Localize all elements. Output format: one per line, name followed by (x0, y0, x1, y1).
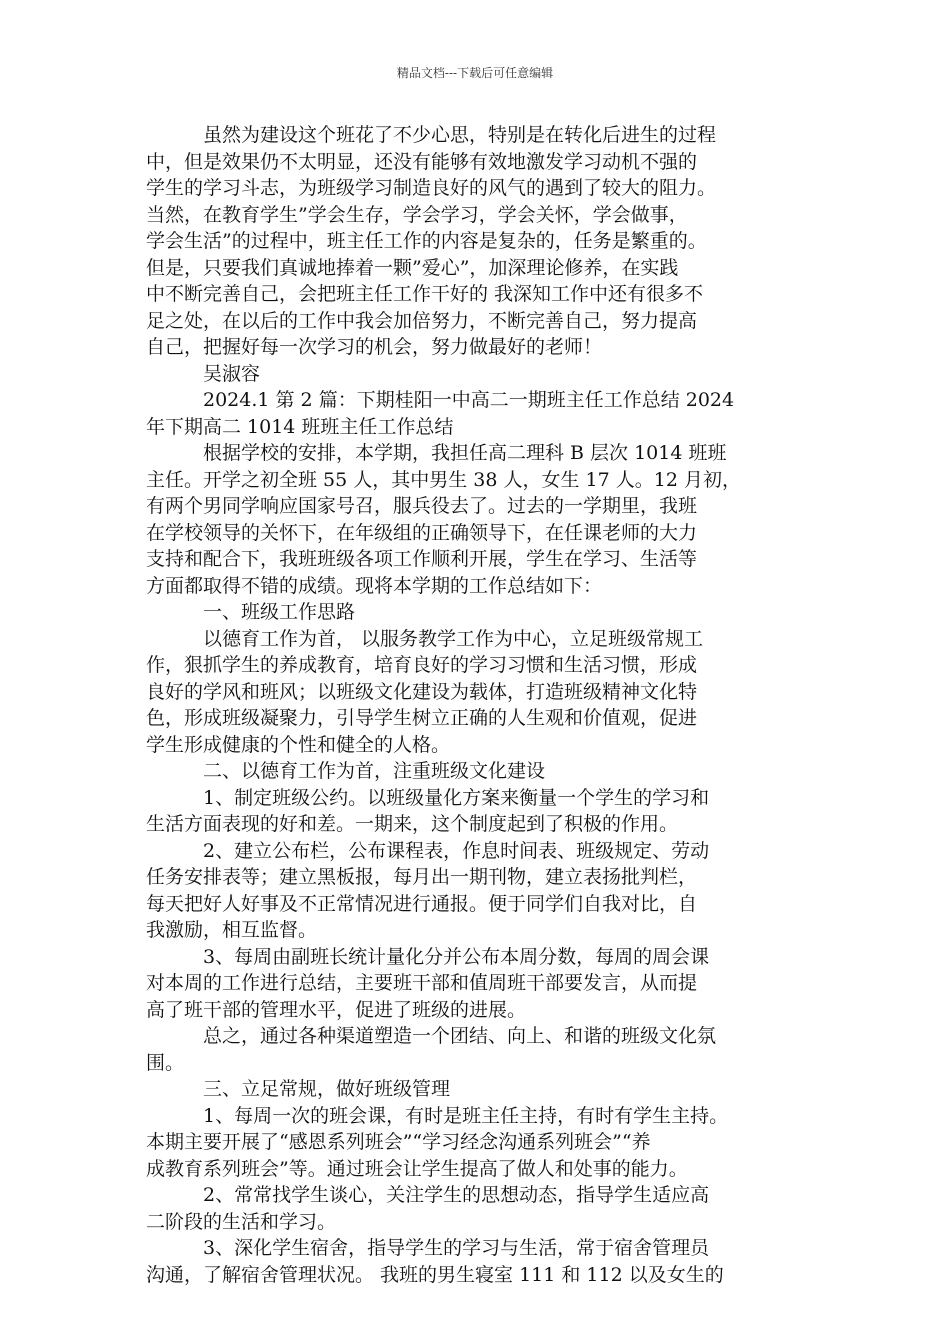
document-body (146, 122, 814, 1288)
text-line: 三、立足常规，做好班级管理 (203, 1078, 451, 1100)
text-line: 当然，在教育学生”学会生存，学会学习，学会关怀，学会做事， (146, 203, 688, 226)
text-line: 方面都取得不错的成绩。现将本学期的工作总结如下： (146, 574, 603, 597)
text-line: 但是，只要我们真诚地捧着一颗”爱心”，加深理论修养，在实践 (146, 256, 679, 279)
text-line: 3、深化学生宿舍，指导学生的学习与生活，常于宿舍管理员 (203, 1237, 710, 1259)
text-line: 成教育系列班会”等。通过班会让学生提高了做人和处事的能力。 (146, 1157, 688, 1180)
text-line: 对本周的工作进行总结，主要班干部和值周班干部要发言，从而提 (146, 972, 698, 994)
text-line: 二阶段的生活和学习。 (146, 1210, 337, 1233)
text-line: 任务安排表等；建立黑板报，每月出一期刊物，建立表扬批判栏， (146, 866, 698, 888)
text-line: 生活方面表现的好和差。一期来，这个制度起到了积极的作用。 (146, 813, 679, 835)
text-line: 2、常常找学生谈心，关注学生的思想动态，指导学生适应高 (203, 1184, 710, 1206)
page-header: 精品文档---下载后可任意编辑 (396, 66, 554, 80)
text-line: 虽然为建设这个班花了不少心思，特别是在转化后进生的过程 (203, 124, 717, 146)
text-line: 有两个男同学响应国家号召，服兵役去了。过去的一学期里，我班 (146, 495, 698, 517)
text-line: 年下期高二 1014 班班主任工作总结 (146, 415, 454, 438)
text-line: 根据学校的安排，本学期，我担任高二理科 B 层次 1014 班班 (203, 442, 727, 464)
text-line: 支持和配合下，我班班级各项工作顺利开展，学生在学习、生活等 (146, 548, 698, 570)
text-line: 在学校领导的关怀下，在年级组的正确领导下，在任课老师的大力 (146, 521, 698, 544)
text-line: 2024.1 第 2 篇：下期桂阳一中高二一期班主任工作总结 2024 (203, 389, 735, 411)
text-line: 色，形成班级凝聚力，引导学生树立正确的人生观和价值观，促进 (146, 707, 698, 729)
text-line: 吴淑容 (203, 362, 261, 385)
text-line: 1、每周一次的班会课，有时是班主任主持，有时有学生主持。 (203, 1104, 729, 1127)
text-line: 每天把好人好事及不正常情况进行通报。便于同学们自我对比，自 (146, 892, 698, 915)
text-line: 3、每周由副班长统计量化分并公布本周分数，每周的周会课 (203, 945, 710, 968)
text-line: 高了班干部的管理水平，促进了班级的进展。 (146, 998, 527, 1021)
text-line: 总之，通过各种渠道塑造一个团结、向上、和谐的班级文化氛 (203, 1025, 717, 1047)
text-line: 学生形成健康的个性和健全的人格。 (146, 733, 451, 756)
text-line: 中，但是效果仍不太明显，还没有能够有效地激发学习动机不强的 (146, 150, 698, 173)
text-line: 沟通，了解宿舍管理状况。 我班的男生寝室 111 和 112 以及女生的 (146, 1263, 724, 1286)
text-line: 我激励，相互监督。 (146, 919, 318, 941)
text-line: 以德育工作为首， 以服务教学工作为中心，立足班级常规工 (203, 627, 704, 650)
text-line: 学会生活”的过程中，班主任工作的内容是复杂的，任务是繁重的。 (146, 230, 707, 252)
text-line: 1、制定班级公约。以班级量化方案来衡量一个学生的学习和 (203, 786, 710, 809)
text-line: 主任。开学之初全班 55 人，其中男生 38 人，女生 17 人。12 月初， (146, 468, 741, 491)
text-line: 围。 (146, 1051, 185, 1074)
text-line: 作，狠抓学生的养成教育，培育良好的学习习惯和生活习惯，形成 (146, 654, 698, 676)
text-line: 足之处，在以后的工作中我会加倍努力，不断完善自己，努力提高 (146, 309, 698, 332)
text-line: 2、建立公布栏，公布课程表，作息时间表、班级规定、劳动 (203, 839, 710, 862)
text-line: 本期主要开展了“感恩系列班会”“学习经念沟通系列班会”“养 (146, 1131, 651, 1153)
text-line: 学生的学习斗志，为班级学习制造良好的风气的遇到了较大的阻力。 (146, 177, 717, 199)
text-line: 自己，把握好每一次学习的机会，努力做最好的老师！ (146, 336, 603, 358)
text-line: 中不断完善自己，会把班主任工作干好的 我深知工作中还有很多不 (146, 283, 704, 305)
text-line: 良好的学风和班风；以班级文化建设为载体，打造班级精神文化特 (146, 680, 698, 703)
text-line: 一、班级工作思路 (203, 601, 356, 623)
text-line: 二、以德育工作为首，注重班级文化建设 (203, 760, 546, 782)
